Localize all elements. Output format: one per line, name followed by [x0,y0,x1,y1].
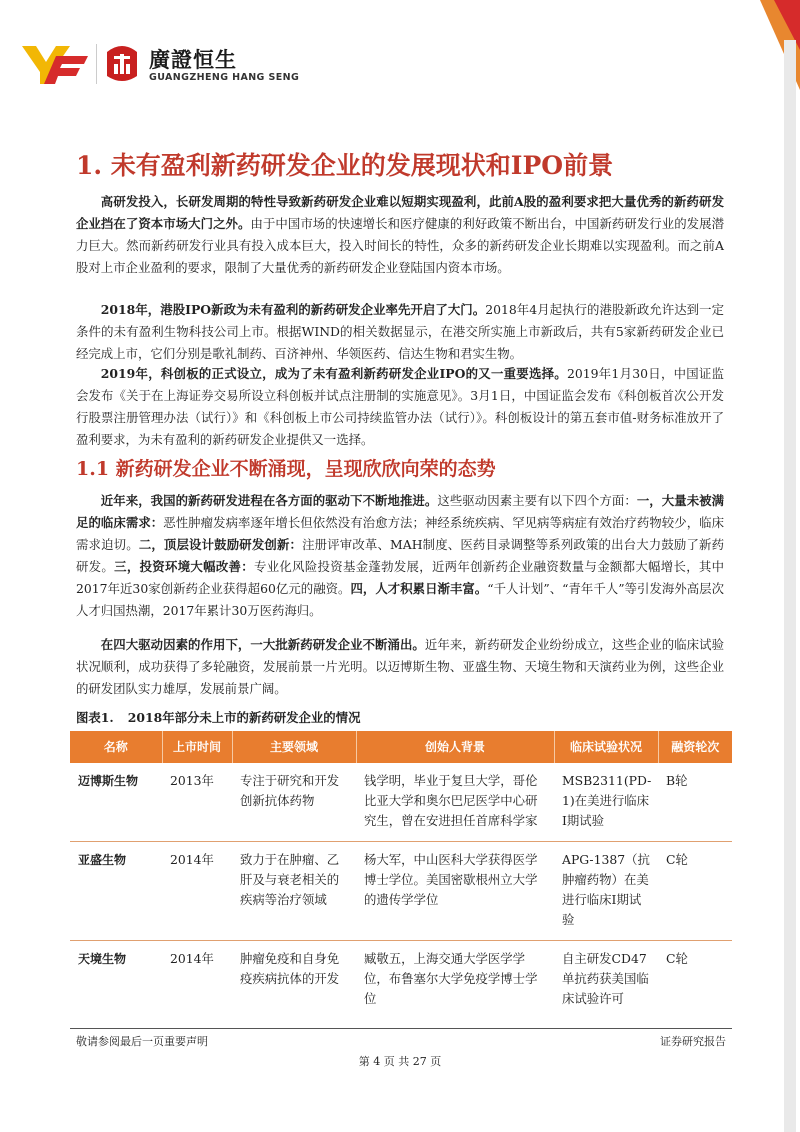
cell-clinical: 自主研发CD47单抗药获美国临床试验许可 [562,951,649,1006]
gzhs-seal-icon [103,42,141,84]
cell-name: 亚盛生物 [70,842,162,941]
cell-time: 2014年 [170,951,214,966]
paragraph-5 [76,634,724,700]
cell-founder: 杨大军，中山医科大学获得医学博士学位。美国密歇根州立大学的遗传学学位 [356,842,554,941]
paragraph-2-lead: 2018年，港股IPO新政为未有盈利的新药研发企业率先开启了大门。 [100,302,486,317]
driver-3-text: 专业化风险投资基金蓬勃发展，近两年创新药企业融资数量与金额都大幅增长，其中2017年近30家创新药企业获得超60亿元的融资。 [76,559,725,596]
logo-divider [96,44,97,84]
cell-round: C轮 [658,842,732,941]
footer-disclaimer: 敬请参阅最后一页重要声明 [76,1035,208,1048]
cell-time: 2013年 [162,763,232,842]
driver-4-text: “千人计划”、“青年千人”等引发海外高层次人才归国热潮，2017年累计30万医药海归。 [76,581,724,618]
paragraph-4 [76,490,724,622]
cell-clinical: APG-1387（抗肿瘤药物）在美进行临床I期试验 [554,842,658,941]
paragraph-1-body: 由于中国市场的快速增长和医疗健康的利好政策不断出台，中国新药研发行业的发展潜力巨大。然而新药研发行业具有投入成本巨大，投入时间长的特性，众多的新药研发企业长期难以实现盈利。而之前A股对上市企业盈利的要求，限制了大量优秀的新药研发企业登陆国内资本市场。 [76,216,725,275]
table-caption [76,708,360,726]
cell-field: 肿瘤免疫和自身免疫疾病抗体的开发 [240,951,340,986]
driver-3-label: 三，投资环境大幅改善： [114,559,254,574]
cell-round: C轮 [666,951,688,966]
footer-rule [70,1028,732,1029]
brand-name-cn: 廣證恒生 [149,48,237,72]
cell-round: B轮 [658,763,732,842]
page-number: 第 4 页 共 27 页 [358,1055,442,1068]
paragraph-1 [76,191,724,279]
driver-1-label: 一，大量未被满足的临床需求： [76,493,725,530]
driver-1-text: 恶性肿瘤发病率逐年增长但依然没有治愈方法；神经系统疾病、罕见病等病症有效治疗药物较少，临床需求迫切。 [76,515,725,552]
section-title: 1. 未有盈利新药研发企业的发展现状和IPO前景 [76,151,614,180]
cell-name: 天境生物 [78,952,127,966]
paragraph-5-lead: 在四大驱动因素的作用下，一大批新药研发企业不断涌出。 [100,637,425,652]
cell-time: 2014年 [162,842,232,941]
header-clinical-status: 临床试验状况 [554,731,658,763]
header-name: 名称 [70,731,162,763]
table-row [70,941,732,1020]
footer-report-type: 证券研究报告 [660,1035,726,1048]
companies-table [70,731,732,1019]
header-funding-round: 融资轮次 [658,731,732,763]
paragraph-1-lead: 高研发投入，长研发周期的特性导致新药研发企业难以短期实现盈利，此前A股的盈利要求把大量优秀的新药研发企业挡在了资本市场大门之外。 [76,194,724,231]
ye-logo-icon [22,42,88,86]
cell-field: 专注于研究和开发创新抗体药物 [232,763,356,842]
header-listing-time: 上市时间 [162,731,232,763]
table-caption-text: 2018年部分未上市的新药研发企业的情况 [127,710,361,725]
paragraph-3-lead: 2019年，科创板的正式设立，成为了未有盈利新药研发企业IPO的又一重要选择。 [100,366,567,381]
paragraph-3-body: 2019年1月30日，中国证监会发布《关于在上海证券交易所设立科创板并试点注册制的实施意见》。3月1日，中国证监会发布《科创板首次公开发行股票注册管理办法（试行）》和《科创板上市公司持续监管办法（试行）》。科创板设计的第五套市值-财务标准放开了盈利要求，为未有盈利的新药研发企业提供又一选择。 [76,366,724,447]
cell-name: 迈博斯生物 [70,763,162,842]
driver-4-label: 四，人才积累日渐丰富。 [350,581,488,596]
paragraph-4-lead: 近年来，我国的新药研发进程在各方面的驱动下不断地推进。 [100,493,438,508]
table-row [70,842,732,941]
table-header-row [70,731,732,763]
table-row [70,763,732,842]
driver-2-label: 二，顶层设计鼓励研发创新： [138,537,303,552]
header-main-field: 主要领域 [232,731,356,763]
header-founder-background: 创始人背景 [356,731,554,763]
cell-clinical: MSB2311(PD-1)在美进行临床I期试验 [554,763,658,842]
cell-founder: 钱学明，毕业于复旦大学，哥伦比亚大学和奥尔巴尼医学中心研究生，曾在安进担任首席科学家 [356,763,554,842]
paragraph-5-body: 近年来，新药研发企业纷纷成立，这些企业的临床试验状况顺利，成功获得了多轮融资，发展前景一片光明。以迈博斯生物、亚盛生物、天境生物和天演药业为例，这些企业的研发团队实力雄厚，发展前景广阔。 [76,637,725,696]
table-caption-label: 图表1. [76,710,114,725]
brand-name-en: GUANGZHENG HANG SENG [149,72,300,83]
paragraph-4-intro: 这些驱动因素主要有以下四个方面： [437,493,637,508]
cell-founder: 臧敬五，上海交通大学医学学位，布鲁塞尔大学免疫学博士学位 [364,951,538,1006]
page-corner-decoration [740,0,800,1132]
cell-field: 致力于在肿瘤、乙肝及与衰老相关的疾病等治疗领域 [232,842,356,941]
paragraph-3 [76,363,724,451]
subsection-title: 1.1 新药研发企业不断涌现，呈现欣欣向荣的态势 [76,458,496,480]
paragraph-2-body: 2018年4月起执行的港股新政允许达到一定条件的未有盈利生物科技公司上市。根据WIND的相关数据显示，在港交所实施上市新政后，共有5家新药研发企业已经完成上市，它们分别是歌礼制药、百济神州、华领医药、信达生物和君实生物。 [76,302,724,361]
driver-2-text: 注册评审改革、MAH制度、医药目录调整等系列政策的出台大力鼓励了新药研发。 [76,537,724,574]
paragraph-2 [76,299,724,365]
